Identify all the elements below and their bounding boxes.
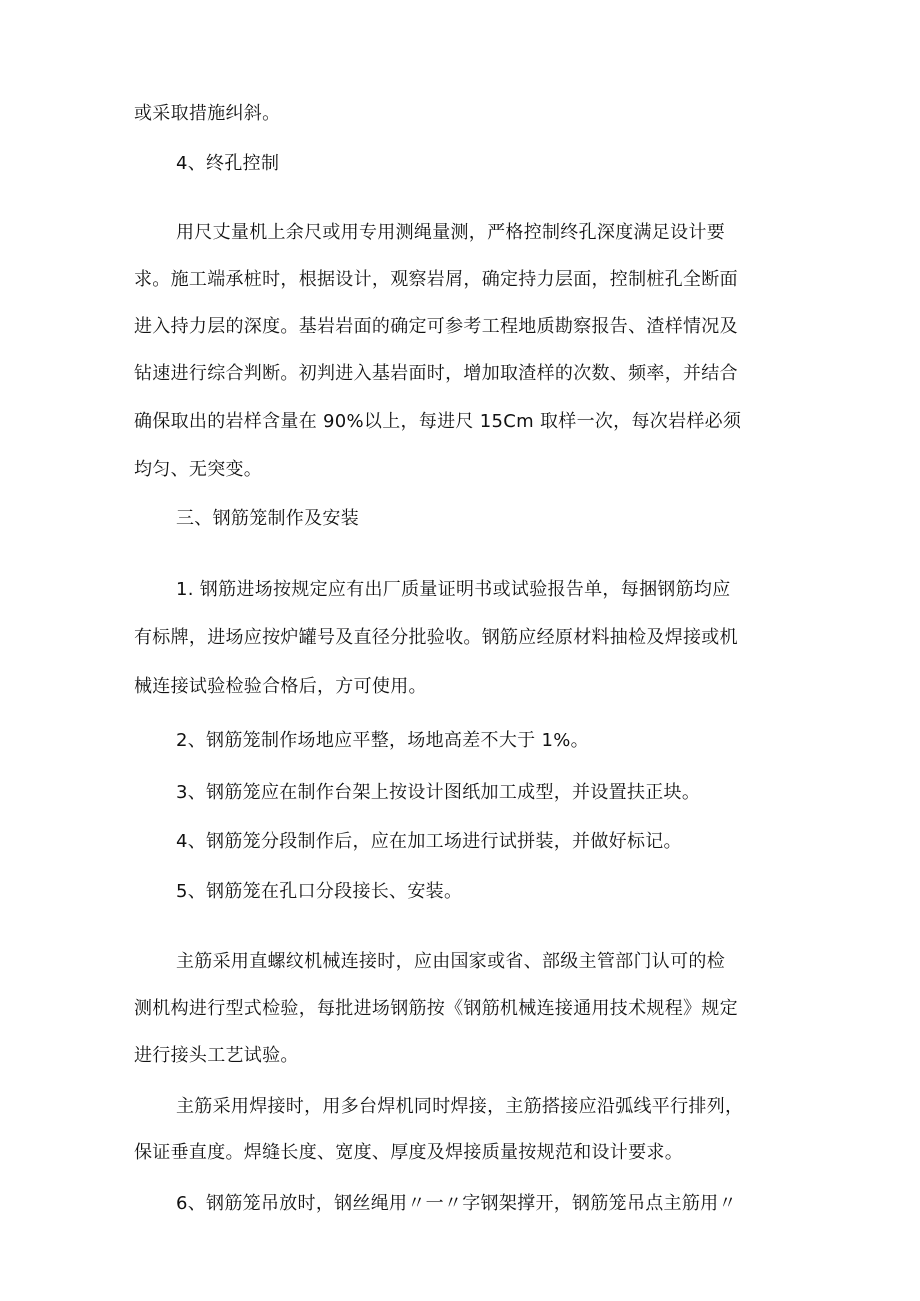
list-item: 3、钢筋笼应在制作台架上按设计图纸加工成型，并设置扶正块。 bbox=[176, 782, 701, 803]
list-item: 4、钢筋笼分段制作后，应在加工场进行试拼装，并做好标记。 bbox=[176, 831, 682, 852]
text-line: 确保取出的岩样含量在 90%以上，每进尺 15Cm 取样一次，每次岩样必须 bbox=[134, 411, 742, 432]
text-line: 求。施工端承桩时，根据设计，观察岩屑，确定持力层面，控制桩孔全断面 bbox=[134, 269, 738, 290]
text-line: 或采取措施纠斜。 bbox=[134, 103, 281, 124]
text-line: 均匀、无突变。 bbox=[134, 459, 263, 480]
text-line: 钻速进行综合判断。初判进入基岩面时，增加取渣样的次数、频率，并结合 bbox=[134, 363, 738, 384]
text-line: 有标牌，进场应按炉罐号及直径分批验收。钢筋应经原材料抽检及焊接或机 bbox=[134, 627, 738, 648]
section-heading: 三、钢筋笼制作及安装 bbox=[176, 508, 359, 529]
list-item: 6、钢筋笼吊放时，钢丝绳用〃一〃字钢架撑开，钢筋笼吊点主筋用〃 bbox=[176, 1193, 737, 1214]
text-line: 主筋采用焊接时，用多台焊机同时焊接，主筋搭接应沿弧线平行排列， bbox=[176, 1096, 744, 1117]
text-line: 测机构进行型式检验，每批进场钢筋按《钢筋机械连接通用技术规程》规定 bbox=[134, 998, 738, 1019]
text-line: 保证垂直度。焊缝长度、宽度、厚度及焊接质量按规范和设计要求。 bbox=[134, 1142, 683, 1163]
text-line: 进入持力层的深度。基岩岩面的确定可参考工程地质勘察报告、渣样情况及 bbox=[134, 316, 738, 337]
list-item: 5、钢筋笼在孔口分段接长、安装。 bbox=[176, 881, 463, 902]
list-item: 2、钢筋笼制作场地应平整，场地高差不大于 1%。 bbox=[176, 730, 589, 751]
section-heading: 4、终孔控制 bbox=[176, 153, 280, 174]
text-line: 主筋采用直螺纹机械连接时，应由国家或省、部级主管部门认可的检 bbox=[176, 951, 725, 972]
text-line: 用尺丈量机上余尺或用专用测绳量测，严格控制终孔深度满足设计要 bbox=[176, 222, 725, 243]
text-line: 1. 钢筋进场按规定应有出厂质量证明书或试验报告单，每捆钢筋均应 bbox=[176, 579, 731, 600]
text-line: 进行接头工艺试验。 bbox=[134, 1045, 299, 1066]
text-line: 械连接试验检验合格后，方可使用。 bbox=[134, 676, 427, 697]
